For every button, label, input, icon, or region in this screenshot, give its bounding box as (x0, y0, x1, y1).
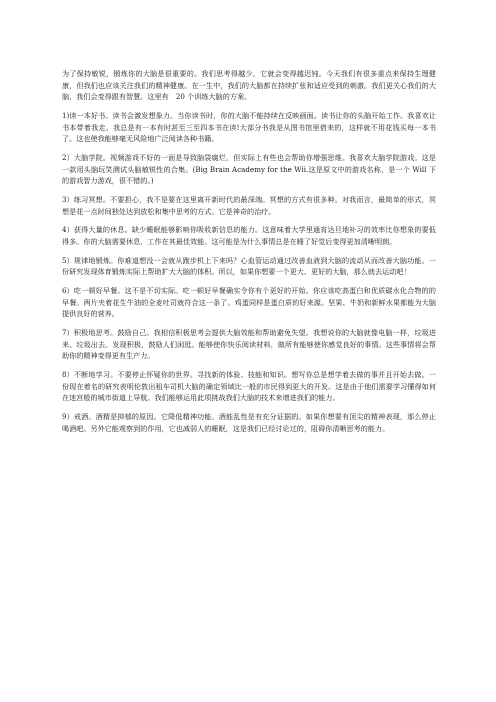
tip-paragraph-7: 7）积极地思考。鼓励自己。我相信积极思考会提供大脑效能和帮助避免失望。我想说你的大脑就像电脑一样，垃圾进来、垃圾出去。发现积极，鼓励人们闲逛、能够使你快乐阅读材料，做所有能够使你感觉良好的事情。这些事情将会帮助你的精神变得更有生产力。 (62, 328, 436, 361)
tip-paragraph-5: 5）规律地锻炼。你难道想没一会就从跑步机上下来吗？心血管运动通过改善血液到大脑的流动从而改善大脑功能。一份研究发现体育锻炼实际上帮助扩大大脑的体积。所以，如果你想要一个更大、更好的大脑，那么就去运动吧！ (62, 255, 436, 277)
intro-paragraph: 为了保持敏锐，锻炼你的大脑是很重要的。我们思考得越少，它就会变得越迟钝。今天我们有很多重点来保持生理健康，但我们也应该关注我们的精神健康。在一生中，我们的大脑都在持续扩张和适应受到的刺激。我们更关心我们的大脑，我们会变得跟有智慧。这里有 20 个训练大脑的方案。 (62, 69, 436, 102)
tip-paragraph-9: 9）戒酒。酒精是抑郁的原因。它降低精神功能。酒能乱性是有充分证据的。如果你想要有顶尖的精神表现，那么停止喝酒吧。另外它能观察到的作用，它也减弱人的睡眠，这是我们已经讨论过的，阻碍你清晰思考的能力。 (62, 411, 436, 433)
tip-paragraph-6: 6）吃一顿好早餐。这不是不切实际。吃一顿好早餐确实令你有个更好的开始。你应该吃高蛋白和优质碳水化合物的的早餐。两片夹着花生牛油的全麦吐司就符合这一条了。鸡蛋同样是蛋白质的好来源。坚果、牛奶和新鲜水果都能为大脑提供良好的营养。 (62, 286, 436, 319)
tip-paragraph-1: 1)读一本好书。读书会激发想象力。当你读书时，你的大脑不能持续在反映画面。读书让你的头脑开始工作。我喜欢让书本带着我走。我总是有一本有时甚至三至四本书在读!大部分书我是从图书馆里借来的，这样就不用花钱买每一本书了。这也使我能够毫无风险地广泛阅读各种书籍。 (62, 110, 436, 144)
tip-paragraph-3: 3）练习冥想。不要担心，我不是要在这里离开新时代的最深端。冥想的方式有很多种。对我而言，最简单的形式，冥想是花一点时间独处达到放松和集中思考的方式。它是神奇的治疗。 (62, 194, 436, 216)
tip-paragraph-2: 2）大脑学院。视频游戏不好的一面是导致脑袋腐烂，但实际上有些也会帮助你增强思维。我喜欢大脑学院游戏。这是一款用头脑玩笑测试头脑敏锐性的合集。(Big Brain Academy for the Wii.这是原文中的游戏名称，是一个 Will 下的游戏智力游戏，很不错的。) (62, 152, 436, 186)
tip-paragraph-4: 4）获得大量的休息。缺少睡眠能够影响你吸收新信息的能力。这意味着大学里通宵达旦地补习的效率比你想象的要低得多。你的大脑需要休息，工作在其最佳效能。这可能是为什么事情总是在睡了好觉后变得更加清晰明朗。 (62, 225, 436, 246)
tip-paragraph-8: 8）不断地学习。不要停止怀疑你的世界。寻找新的体验、技能和知识。想写你总是想学着去做的事并且开始去做。一份现在着名的研究表明伦敦出租车司机大脑的确定领域比一般的市民得到更大的开发。这是由于他们需要学习懂得如何在迷宫般的城市街道上导航。我们能够运用此项挑战我们大脑的技术来增进我们的能力。 (62, 369, 436, 403)
article-body (62, 68, 436, 441)
